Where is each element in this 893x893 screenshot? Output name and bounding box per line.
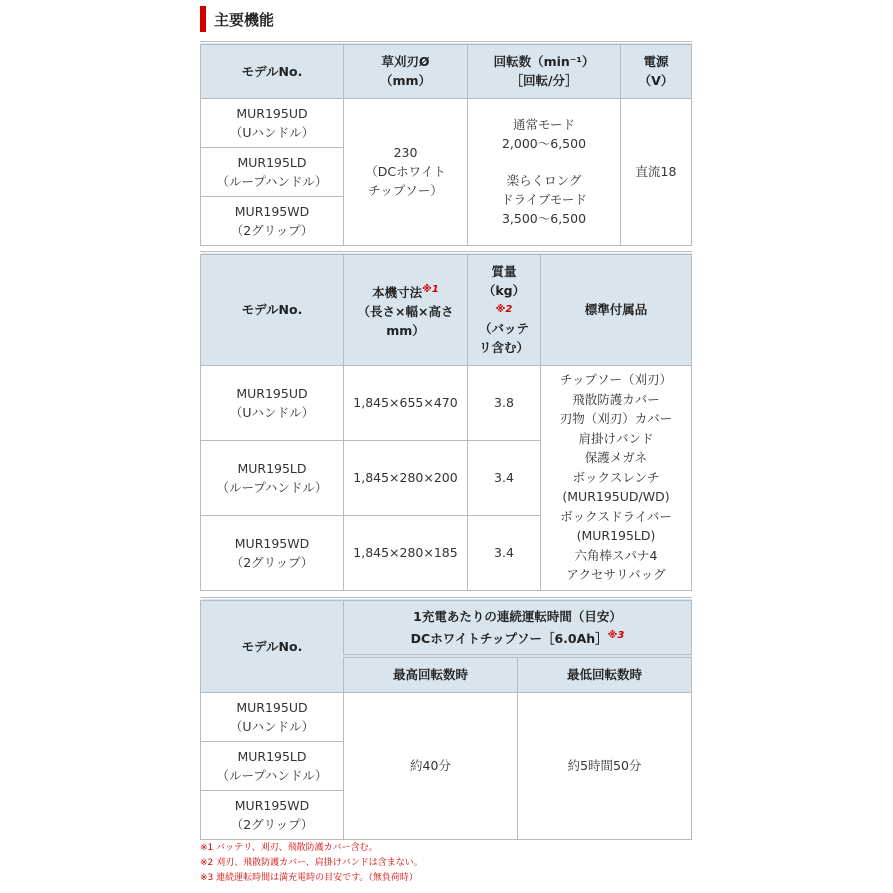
mass-cell: 3.8	[468, 365, 541, 440]
rpm-cell: 通常モード 2,000～6,500 楽らくロング ドライブモード 3,500～6,500	[468, 98, 621, 245]
model-cell: MUR195WD （2グリップ）	[201, 515, 344, 590]
header-runtime: 1充電あたりの連続運転時間（目安） DCホワイトチップソー［6.0Ah］$^{※3}$	[344, 599, 692, 656]
power-cell: 直流18	[621, 98, 692, 245]
header-blade: 草刈刃Ø （mm）	[344, 43, 468, 98]
header-model: モデルNo.	[201, 253, 344, 365]
max-runtime-cell: 約40分	[344, 692, 518, 839]
header-min-rpm: 最低回転数時	[518, 656, 692, 692]
title-accent-bar	[200, 6, 206, 32]
accessories-cell: チップソー（刈刃） 飛散防護カバー 刃物（刈刃）カバー 肩掛けバンド 保護メガネ ボックスレンチ (MUR195UD/WD) ボックスドライバー (MUR195LD) 六角棒スパナ4 アクセサリバッグ	[541, 365, 692, 590]
spec-table-rpm	[200, 41, 692, 246]
dimensions-cell: 1,845×280×200	[344, 440, 468, 515]
section-title: 主要機能	[214, 10, 275, 29]
model-cell: MUR195UD （Uハンドル）	[201, 98, 344, 147]
mass-cell: 3.4	[468, 440, 541, 515]
header-power: 電源 （V）	[621, 43, 692, 98]
blade-cell: 230 （DCホワイト チップソー）	[344, 98, 468, 245]
header-accessories: 標準付属品	[541, 253, 692, 365]
model-cell: MUR195LD （ループハンドル）	[201, 147, 344, 196]
model-cell: MUR195WD （2グリップ）	[201, 196, 344, 245]
header-max-rpm: 最高回転数時	[344, 656, 518, 692]
header-rpm: 回転数（min⁻¹） ［回転/分］	[468, 43, 621, 98]
model-cell: MUR195UD （Uハンドル）	[201, 692, 344, 741]
model-cell: MUR195WD （2グリップ）	[201, 790, 344, 839]
header-dimensions: 本機寸法$^{※1}$ （長さ×幅×高さ mm）	[344, 253, 468, 365]
footnote-3: ※3 連続運転時間は満充電時の目安です。（無負荷時）	[200, 873, 418, 883]
model-cell: MUR195UD （Uハンドル）	[201, 365, 344, 440]
header-mass: 質量 （kg） ※2 （バッテ リ含む）	[468, 253, 541, 365]
mass-cell: 3.4	[468, 515, 541, 590]
model-cell: MUR195LD （ループハンドル）	[201, 741, 344, 790]
dimensions-cell: 1,845×655×470	[344, 365, 468, 440]
section-header	[200, 6, 274, 32]
spec-table-dimensions	[200, 251, 692, 591]
spec-table-runtime	[200, 597, 692, 840]
header-model: モデルNo.	[201, 43, 344, 98]
footnote-1: ※1 バッテリ、刈刃、飛散防護カバー含む。	[200, 843, 378, 853]
dimensions-cell: 1,845×280×185	[344, 515, 468, 590]
header-model: モデルNo.	[201, 599, 344, 692]
footnote-2: ※2 刈刃、飛散防護カバー、肩掛けバンドは含まない。	[200, 858, 423, 868]
min-runtime-cell: 約5時間50分	[518, 692, 692, 839]
model-cell: MUR195LD （ループハンドル）	[201, 440, 344, 515]
